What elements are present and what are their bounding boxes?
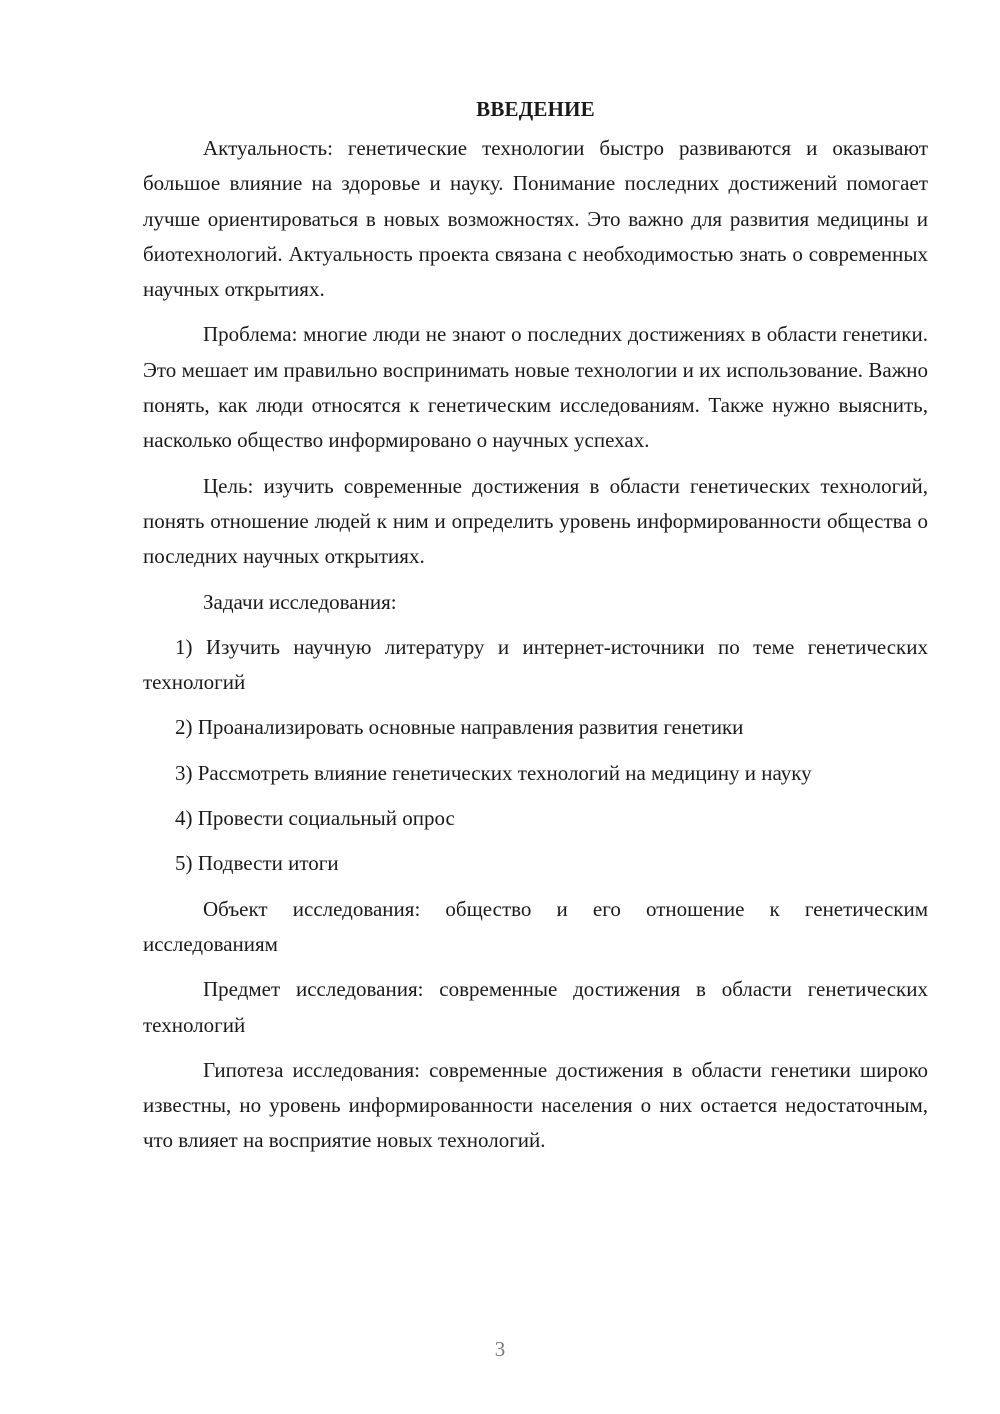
tasks-heading: Задачи исследования: [203,589,397,614]
task-item: 3) Рассмотреть влияние генетических технологий на медицину и науку [175,760,812,785]
task-item: 4) Провести социальный опрос [175,806,455,831]
task-item: 1) Изучить научную литературу и интернет-источники по теме генетических технологий [143,634,928,695]
task-item: 2) Проанализировать основные направления развития генетики [175,715,744,740]
paragraph-relevance: Актуальность: генетические технологии быстро развиваются и оказывают большое влияние на здоровье и науку. Понимание последних достижений помогает лучше ориентироваться в новых возможностях. Это важно для развития медицины и биотехнологий. Актуальность проекта связана с необходимостью знать о современных научных открытиях. [143,136,928,302]
task-item: 5) Подвести итоги [175,851,339,876]
section-title: ВВЕДЕНИЕ [476,97,595,121]
paragraph-subject: Предмет исследования: современные достижения в области генетических технологий [143,977,928,1037]
paragraph-object: Объект исследования: общество и его отношение к генетическим исследованиям [143,896,928,956]
page-number: 3 [494,1337,506,1361]
paragraph-goal: Цель: изучить современные достижения в области генетических технологий, понять отношение людей к ним и определить уровень информированности общества о последних научных открытиях. [143,473,928,569]
page-content [143,92,928,1169]
paragraph-problem: Проблема: многие люди не знают о последних достижениях в области генетики. Это мешает им правильно воспринимать новые технологии и их использование. Важно понять, как люди относятся к генетическим исследованиям. Также нужно выяснить, насколько общество информировано о научных успехах. [143,322,928,453]
tasks-list [143,630,928,882]
paragraph-hypothesis: Гипотеза исследования: современные достижения в области генетики широко известны, но уровень информированности населения о них остается недостаточным, что влияет на восприятие новых технологий. [143,1057,928,1153]
